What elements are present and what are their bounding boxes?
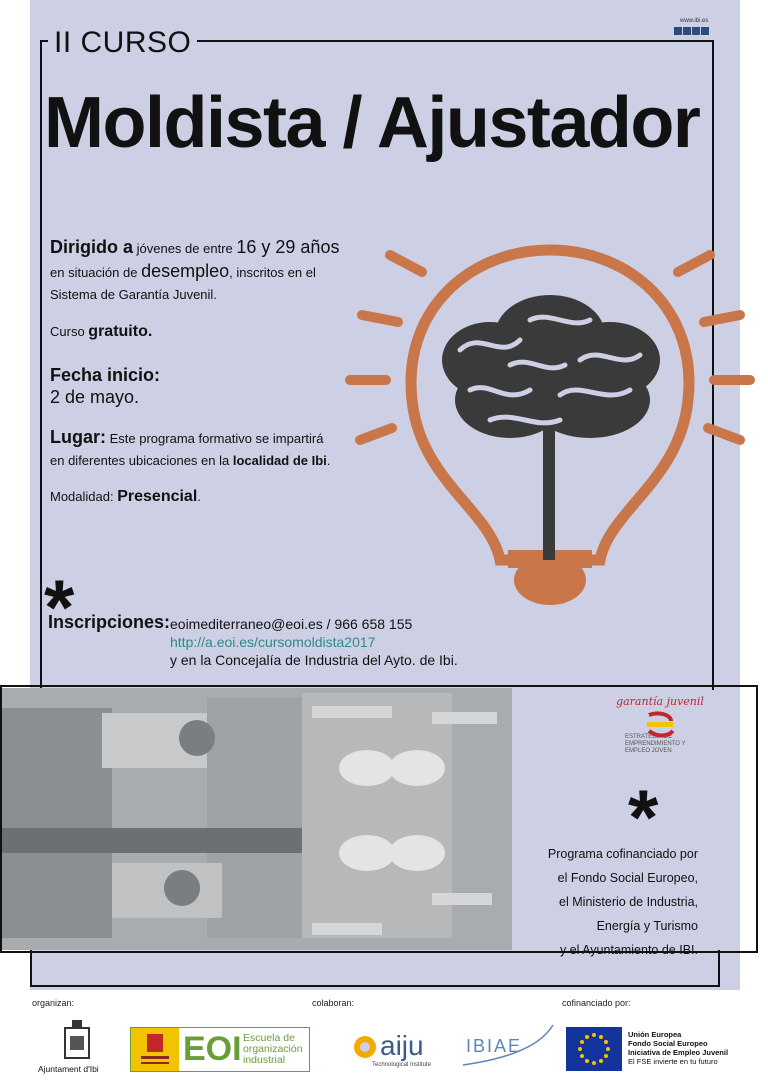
ajuntament-label: Ajuntament d'Ibi xyxy=(38,1064,99,1074)
garantia-juvenil-logo xyxy=(615,695,705,755)
rss-icon[interactable] xyxy=(701,27,709,35)
eoi-name xyxy=(243,1033,303,1066)
registration-link[interactable]: http://a.eoi.es/cursomoldista2017 xyxy=(170,634,376,650)
eoi-letters: EOI xyxy=(183,1030,242,1068)
garantia-line: ESTRATEGIA DE xyxy=(625,734,673,740)
garantia-line: EMPRENDIMIENTO Y xyxy=(625,741,686,747)
mold-photo-graphic xyxy=(2,688,512,950)
aiju-logo-icon xyxy=(352,1034,378,1060)
social-icons xyxy=(674,27,709,35)
modality-value: Presencial xyxy=(117,488,198,505)
target-text: en situación de xyxy=(50,265,142,280)
registration-contact[interactable]: eoimediterraneo@eoi.es / 966 658 155 xyxy=(170,616,413,632)
youtube-icon[interactable] xyxy=(692,27,700,35)
start-date-value: 2 de mayo. xyxy=(50,387,140,407)
bulb-tip xyxy=(514,555,586,605)
eu-line: El FSE invierte en tu futuro xyxy=(628,1057,718,1066)
eu-flag-icon xyxy=(566,1027,622,1071)
eoi-logo xyxy=(130,1027,310,1072)
website-label[interactable]: www.ibi.es xyxy=(680,18,709,24)
garantia-juvenil-icon xyxy=(645,711,675,739)
cost-value: gratuito. xyxy=(88,323,153,340)
registration-office: y en la Concejalía de Industria del Ayto. de Ibi. xyxy=(170,652,458,668)
eu-funding-text xyxy=(628,1030,728,1066)
eu-stars-icon xyxy=(566,1027,622,1071)
ibiae-swoosh-icon xyxy=(458,1020,558,1070)
mold-photo xyxy=(2,688,512,950)
spain-ministry-shield-graphic xyxy=(131,1028,179,1071)
funding-line: Energía y Turismo xyxy=(596,919,698,933)
funding-line: el Fondo Social Europeo, xyxy=(557,871,698,885)
modality-label: Modalidad: xyxy=(50,489,118,504)
facebook-icon[interactable] xyxy=(674,27,682,35)
start-date-label: Fecha inicio: xyxy=(50,365,161,385)
twitter-icon[interactable] xyxy=(683,27,691,35)
location-text: . xyxy=(326,453,331,468)
eu-line: Fondo Social Europeo xyxy=(628,1039,708,1048)
collaborators-label: colaboran: xyxy=(312,998,355,1008)
registration-info xyxy=(170,615,458,669)
target-text: jóvenes de entre xyxy=(133,241,237,256)
location xyxy=(50,426,330,472)
registration-label: Inscripciones: xyxy=(48,612,171,632)
course-cost xyxy=(50,323,152,341)
eoi-name-line: Escuela de xyxy=(243,1032,295,1044)
funding-line: y el Ayuntamiento de IBI. xyxy=(559,943,698,957)
funding-line: Programa cofinanciado por xyxy=(547,847,698,861)
modality xyxy=(50,488,201,506)
asterisk-icon: * xyxy=(628,773,659,861)
organizers-label: organizan: xyxy=(32,998,75,1008)
lightbulb-brain-illustration xyxy=(340,230,760,620)
frame-line xyxy=(40,40,42,690)
frame-line xyxy=(718,950,720,986)
location-text: en diferentes ubicaciones en la xyxy=(50,453,233,468)
location-label: Lugar: xyxy=(50,427,106,447)
age-range: 16 y 29 años xyxy=(236,237,340,257)
funding-statement xyxy=(530,842,698,962)
garantia-title: garantía juvenil xyxy=(616,695,704,708)
start-date xyxy=(50,364,160,408)
cost-label: Curso xyxy=(50,324,89,339)
ibi-coat-of-arms-icon xyxy=(62,1018,92,1062)
spain-ministry-shield-icon xyxy=(131,1028,179,1071)
cofinanced-label: cofinanciado por: xyxy=(562,998,631,1008)
target-text: Sistema de Garantía Juvenil. xyxy=(50,287,217,302)
aiju-logo-text: aiju xyxy=(380,1030,424,1061)
eoi-name-line: organización xyxy=(243,1043,303,1055)
frame-line xyxy=(30,950,32,985)
modality-text: . xyxy=(197,489,201,504)
course-edition: II CURSO xyxy=(48,26,197,60)
eoi-name-line: industrial xyxy=(243,1054,286,1066)
frame-line xyxy=(30,985,720,987)
garantia-line: EMPLEO JOVEN xyxy=(625,748,672,754)
eu-line: Unión Europea xyxy=(628,1030,682,1039)
course-title: Moldista / Ajustador xyxy=(44,83,700,163)
funding-line: el Ministerio de Industria, xyxy=(559,895,698,909)
unemployment-text: desempleo xyxy=(141,261,230,281)
ibiae-logo-text: IBIAE xyxy=(466,1036,523,1056)
target-text: , inscritos en el xyxy=(229,265,316,280)
location-locality: localidad de Ibi xyxy=(232,453,327,468)
eu-line: Iniciativa de Empleo Juvenil xyxy=(628,1048,729,1057)
target-audience xyxy=(50,236,370,306)
asterisk-icon: * xyxy=(44,563,75,651)
aiju-subtitle: Technological Institute xyxy=(372,1062,432,1068)
location-text: Este programa formativo se impartirá xyxy=(106,431,324,446)
target-label: Dirigido a xyxy=(50,237,134,257)
